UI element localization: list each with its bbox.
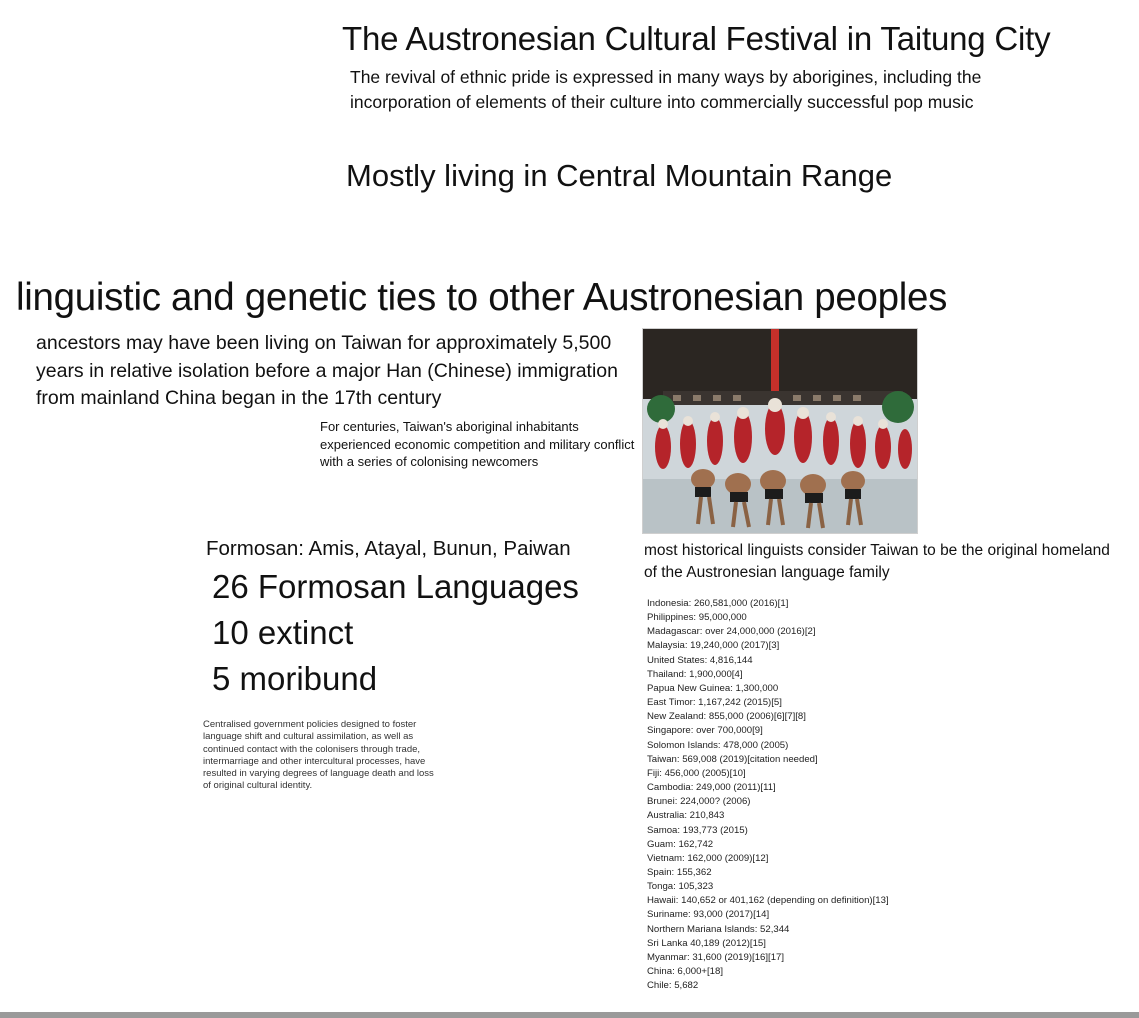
list-item: Madagascar: over 24,000,000 (2016)[2] (647, 626, 816, 638)
list-item: United States: 4,816,144 (647, 654, 753, 666)
list-item: Suriname: 93,000 (2017)[14] (647, 909, 770, 921)
ties-heading: linguistic and genetic ties to other Austronesian peoples (16, 276, 948, 319)
population-list (647, 597, 889, 993)
list-item: Brunei: 224,000? (2006) (647, 796, 751, 808)
list-item: Philippines: 95,000,000 (647, 612, 747, 624)
list-item: Papua New Guinea: 1,300,000 (647, 682, 779, 694)
list-item: Myanmar: 31,600 (2019)[16][17] (647, 951, 785, 963)
list-item: Chile: 5,682 (647, 980, 699, 992)
list-item: Solomon Islands: 478,000 (2005) (647, 739, 789, 751)
list-item: Guam: 162,742 (647, 838, 714, 850)
list-item: Fiji: 456,000 (2005)[10] (647, 767, 746, 779)
list-item: Indonesia: 260,581,000 (2016)[1] (647, 598, 789, 609)
list-item: China: 6,000+[18] (647, 966, 724, 978)
list-item: Australia: 210,843 (647, 810, 725, 822)
list-item: New Zealand: 855,000 (2006)[6][7][8] (647, 711, 806, 723)
language-stats (212, 564, 579, 702)
list-item: Spain: 155,362 (647, 866, 712, 878)
list-item: Sri Lanka 40,189 (2012)[15] (647, 937, 766, 949)
list-item: Cambodia: 249,000 (2011)[11] (647, 782, 776, 794)
list-item: Singapore: over 700,000[9] (647, 725, 763, 737)
list-item: Vietnam: 162,000 (2009)[12] (647, 852, 769, 864)
list-item: Samoa: 193,773 (2015) (647, 824, 748, 836)
list-item: Taiwan: 569,008 (2019)[citation needed] (647, 753, 818, 765)
festival-photo (642, 328, 918, 534)
list-item: Hawaii: 140,652 or 401,162 (depending on definition)[13] (647, 895, 889, 907)
formosan-groups-line: Formosan: Amis, Atayal, Bunun, Paiwan (206, 537, 571, 560)
mountain-heading: Mostly living in Central Mountain Range (346, 158, 893, 193)
language-stat-extinct: 10 extinct (212, 614, 354, 651)
list-item: Thailand: 1,900,000[4] (647, 668, 743, 680)
list-item: Northern Mariana Islands: 52,344 (647, 923, 790, 935)
policies-paragraph: Centralised government policies designed to foster language shift and cultural assimilation, as well as continued contact with the colonisers through trade, intermarriage and other intercultural processes, have resulted in varying degrees of language death and loss of original cultural identity. (203, 719, 434, 792)
list-item: Malaysia: 19,240,000 (2017)[3] (647, 640, 780, 652)
language-stat-moribund: 5 moribund (212, 660, 378, 697)
linguists-paragraph: most historical linguists consider Taiwan to be the original homeland of the Austronesian language family (644, 542, 1110, 581)
festival-photo-illustration (643, 329, 917, 533)
bottom-scroll-bar[interactable] (0, 1012, 1139, 1018)
page-title: The Austronesian Cultural Festival in Taitung City (342, 20, 1051, 57)
ancestors-paragraph: ancestors may have been living on Taiwan for approximately 5,500 years in relative isolation before a major Han (Chinese) immigration from mainland China began in the 17th century (36, 332, 619, 409)
intro-paragraph: The revival of ethnic pride is expressed in many ways by aborigines, including the incorporation of elements of their culture into commercially successful pop music (350, 67, 982, 112)
list-item: East Timor: 1,167,242 (2015)[5] (647, 697, 782, 709)
list-item: Tonga: 105,323 (647, 881, 714, 893)
language-stat-total: 26 Formosan Languages (212, 568, 579, 605)
centuries-paragraph: For centuries, Taiwan's aboriginal inhabitants experienced economic competition and military conflict with a series of colonising newcomers (320, 419, 635, 469)
